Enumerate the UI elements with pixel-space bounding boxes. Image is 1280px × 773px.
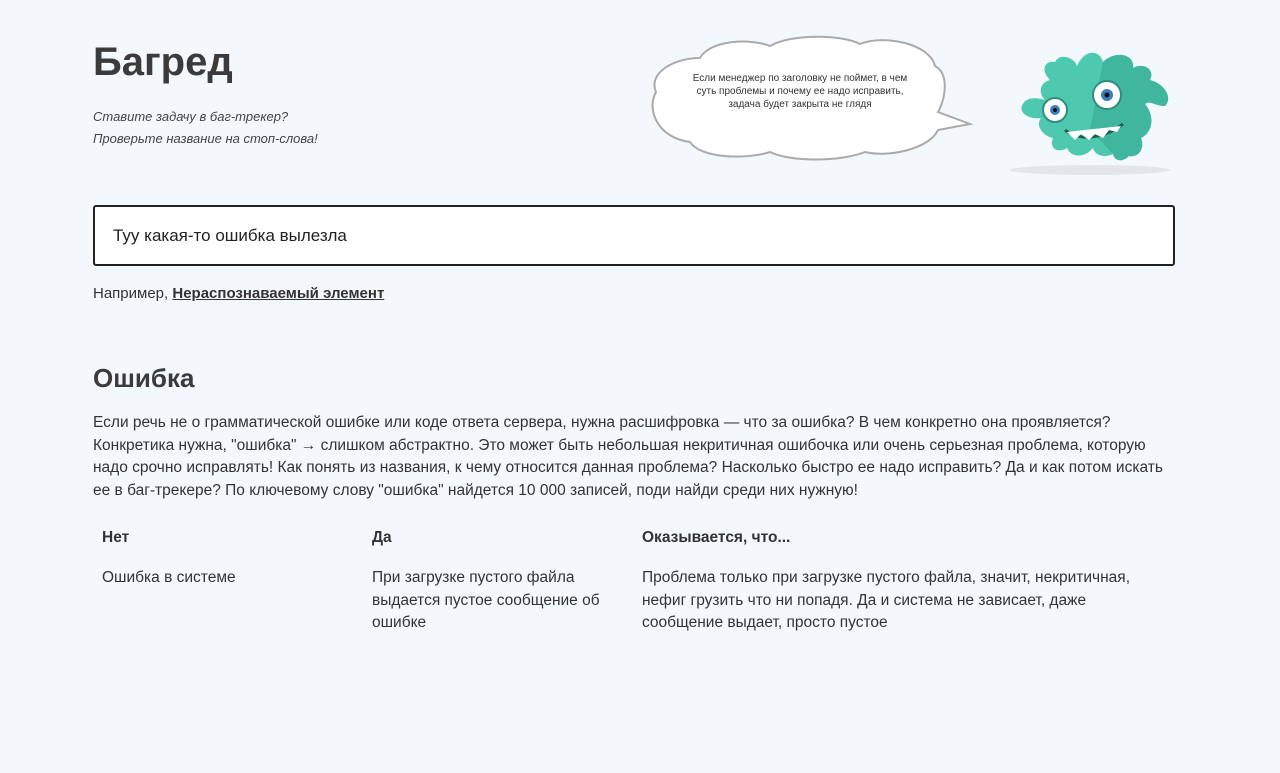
subtitle-line-1: Ставите задачу в баг-трекер? [93, 109, 289, 124]
table-row [93, 561, 1178, 641]
cell-yes: При загрузке пустого файла выдается пустое сообщение об ошибке [372, 569, 600, 631]
section-description: Если речь не о грамматической ошибке или коде ответа сервера, нужна расшифровка — что за ошибка? В чем конкретно она проявляется? Конкретика нужна, "ошибка" → слишком абстрактно. Это может быть небольшая некритичная ошибочка или очень серьезная проблема, которую надо срочно исправлять! Как понять из названия, к чему относится данная проблема? Насколько быстро ее надо исправить? Да и как потом искать ее в баг-трекере? По ключевому слову "ошибка" найдется 10 000 записей, поди найди среди них нужную! [93, 414, 1163, 499]
example-line [93, 285, 384, 302]
speech-bubble [640, 30, 980, 170]
search-input[interactable] [95, 207, 1153, 264]
example-link[interactable]: Нераспознаваемый элемент [172, 285, 385, 302]
subtitle [93, 106, 318, 150]
page-title: Багред [93, 40, 233, 84]
example-prefix: Например, [93, 285, 173, 302]
subtitle-line-2: Проверьте название на стоп-слова! [93, 131, 318, 146]
header-yes: Да [372, 529, 392, 546]
header-turns-out: Оказывается, что... [642, 529, 791, 546]
speech-bubble-text: Если менеджер по заголовку не поймет, в чем суть проблемы и почему ее надо исправить, задача будет закрыта не глядя [692, 73, 908, 110]
mascot-monster-icon [1005, 40, 1180, 180]
search-field[interactable] [93, 205, 1175, 266]
table-header-row [93, 525, 1178, 561]
examples-table [93, 525, 1178, 641]
header-no: Нет [102, 529, 130, 546]
cell-no: Ошибка в системе [102, 569, 236, 586]
section-title: Ошибка [93, 363, 195, 393]
cell-turns-out: Проблема только при загрузке пустого файла, значит, некритичная, нефиг грузить что ни попадя. Да и система не зависает, даже сообщение выдает, просто пустое [642, 569, 1131, 631]
